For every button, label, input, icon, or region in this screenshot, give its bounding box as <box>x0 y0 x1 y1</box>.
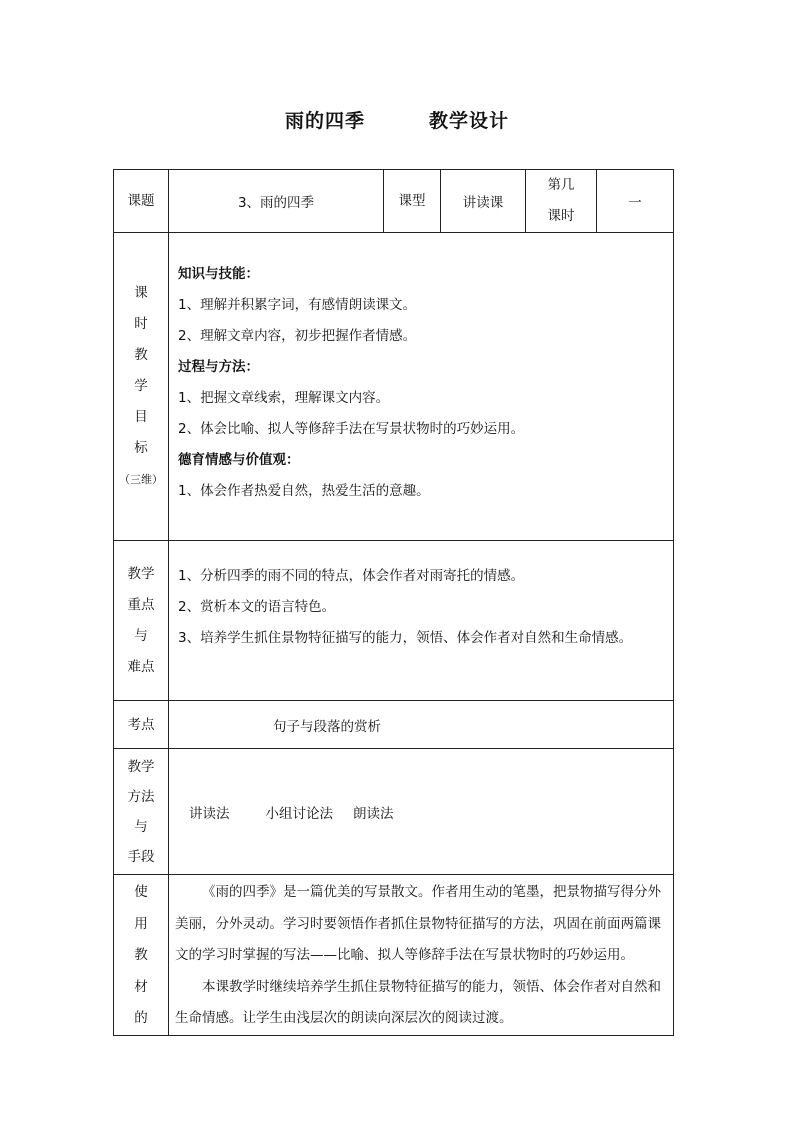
process-item: 2、体会比喻、拟人等修辞手法在写景状物时的巧妙运用。 <box>178 421 525 437</box>
methods-content <box>169 749 674 875</box>
process-heading: 过程与方法： <box>178 359 259 375</box>
type-label: 课型 <box>384 170 441 233</box>
period-value: 一 <box>597 170 674 233</box>
materials-row <box>114 875 674 1036</box>
label-char: 教学 <box>127 565 155 582</box>
label-char: 方法 <box>127 788 155 805</box>
lesson-plan-table <box>113 169 674 1036</box>
topic-label: 课题 <box>114 170 169 233</box>
knowledge-item: 2、理解文章内容，初步把握作者情感。 <box>178 328 417 344</box>
label-char: 重点 <box>127 596 155 613</box>
materials-label <box>114 875 169 1036</box>
label-char: 难点 <box>127 658 155 675</box>
label-char: 与 <box>134 818 148 835</box>
label-char: 教 <box>134 947 148 963</box>
label-char: 时 <box>134 316 148 332</box>
label-char: 的 <box>134 1010 148 1026</box>
label-char: 材 <box>134 978 148 995</box>
key-point-item: 2、赏析本文的语言特色。 <box>178 599 336 615</box>
label-char: 教学 <box>127 758 155 775</box>
exam-point-row <box>114 701 674 749</box>
methods-label <box>114 749 169 875</box>
methods-row <box>114 749 674 875</box>
title-part-1: 雨的四季 <box>284 110 365 132</box>
label-char: 教 <box>134 347 148 363</box>
topic-value: 3、雨的四季 <box>169 170 384 233</box>
label-char: 学 <box>134 378 148 394</box>
emotion-item: 1、体会作者热爱自然，热爱生活的意趣。 <box>178 483 430 499</box>
key-points-content <box>169 541 674 701</box>
exam-point-label: 考点 <box>114 701 169 749</box>
objectives-row <box>114 233 674 541</box>
objectives-label <box>114 233 169 541</box>
type-value: 讲读课 <box>441 170 526 233</box>
method-item: 讲读法 <box>189 805 230 822</box>
label-char: 标 <box>134 440 148 456</box>
page-title <box>0 106 794 133</box>
materials-content <box>169 875 674 1036</box>
key-points-row <box>114 541 674 701</box>
label-char: 目 <box>134 409 148 425</box>
knowledge-heading: 知识与技能： <box>178 266 259 282</box>
period-label <box>526 170 597 233</box>
label-char: 课 <box>134 285 148 301</box>
exam-point-text: 句子与段落的赏析 <box>273 718 381 735</box>
knowledge-item: 1、理解并积累字词，有感情朗读课文。 <box>178 297 417 313</box>
materials-paragraph: 《雨的四季》是一篇优美的写景散文。作者用生动的笔墨，把景物描写得分外美丽，分外灵动。学习时要领悟作者抓住景物特征描写的方法，巩固在前面两篇课文的学习时掌握的写法——比喻、拟人等修辞手法在写景状物时的巧妙运用。 <box>175 884 661 963</box>
title-part-2: 教学设计 <box>429 110 510 132</box>
period-label-line-2: 课时 <box>547 208 575 224</box>
label-char: 与 <box>134 627 148 644</box>
label-char: 用 <box>134 915 148 932</box>
label-char: 手段 <box>127 848 155 865</box>
label-note: （三维） <box>119 473 163 486</box>
emotion-heading: 德育情感与价值观： <box>178 452 300 468</box>
method-item: 朗读法 <box>353 805 394 822</box>
topic-row <box>114 170 674 233</box>
process-item: 1、把握文章线索，理解课文内容。 <box>178 390 390 406</box>
period-label-line-1: 第几 <box>547 177 575 193</box>
label-char: 使 <box>134 884 148 900</box>
method-item: 小组讨论法 <box>265 805 333 822</box>
key-point-item: 3、培养学生抓住景物特征描写的能力，领悟、体会作者对自然和生命情感。 <box>178 630 633 646</box>
key-point-item: 1、分析四季的雨不同的特点，体会作者对雨寄托的情感。 <box>178 568 525 584</box>
exam-point-value <box>169 701 674 749</box>
objectives-content <box>169 233 674 541</box>
materials-paragraph: 本课教学时继续培养学生抓住景物特征描写的能力，领悟、体会作者对自然和生命情感。让学生由浅层次的朗读向深层次的阅读过渡。 <box>175 978 661 1026</box>
key-points-label <box>114 541 169 701</box>
